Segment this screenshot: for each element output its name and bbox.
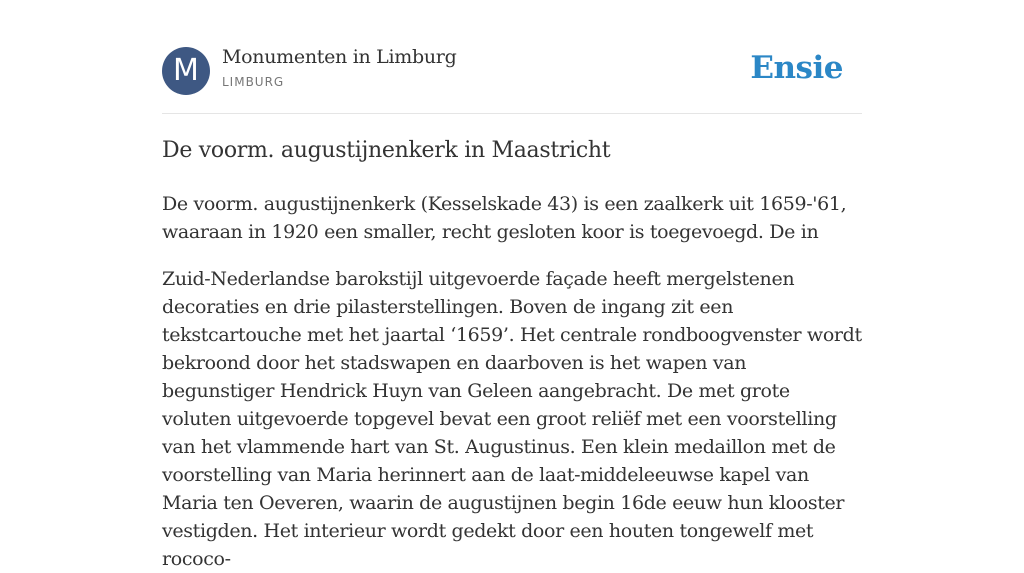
article-paragraph: Zuid-Nederlandse barokstijl uitgevoerde façade heeft mergelstenen decoraties en drie pilasterstellingen. Boven de ingang zit een tekstcartouche met het jaartal ‘1659’. Het centrale rondboogvenster wordt bekroond door het stadswapen en daarboven is het wapen van begunstiger Hendrick Huyn van Geleen aangebracht. De met grote voluten uitgevoerde topgevel bevat een groot reliëf met een voorstelling van het vlammende hart van St. Augustinus. Een klein medaillon met de voorstelling van Maria herinnert aan de laat-middeleeuwse kapel van Maria ten Oeveren, waarin de augustijnen begin 16de eeuw hun klooster vestigden. Het interieur wordt gedekt door een houten tongewelf met rococo- — [162, 268, 862, 570]
author-name[interactable]: Monumenten in Limburg — [222, 46, 457, 68]
author-category: LIMBURG — [222, 75, 285, 89]
article-paragraph: De voorm. augustijnenkerk (Kesselskade 43) is een zaalkerk uit 1659-'61, waaraan in 1920 een smaller, recht gesloten koor is toegevoegd. De in — [162, 193, 847, 243]
article-title: De voorm. augustijnenkerk in Maastricht — [162, 138, 611, 163]
header-divider — [162, 113, 862, 114]
avatar[interactable]: M — [162, 47, 210, 95]
header — [162, 46, 862, 96]
brand-logo[interactable]: Ensie — [750, 50, 843, 86]
